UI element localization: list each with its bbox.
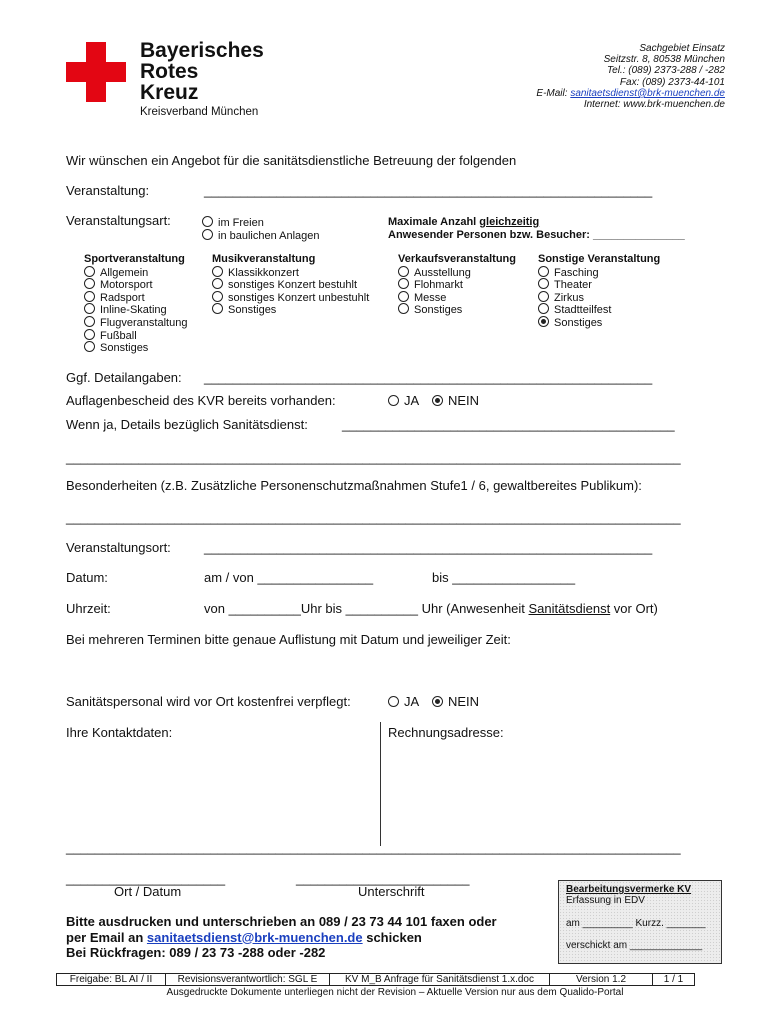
- wenn-ja-field[interactable]: ______________________________________________: [342, 417, 675, 432]
- radio-icon: [538, 266, 549, 277]
- footer-version: Version 1.2: [550, 974, 653, 986]
- category-option[interactable]: Fasching: [538, 266, 660, 279]
- category-option[interactable]: Motorsport: [84, 278, 187, 291]
- radio-icon: [84, 278, 95, 289]
- radio-icon: [202, 216, 213, 227]
- art-option-freien[interactable]: im Freien: [202, 216, 264, 229]
- footer-document: KV M_B Anfrage für Sanitätsdienst 1.x.doc: [330, 974, 550, 986]
- verpflegung-ja[interactable]: JA: [388, 694, 419, 709]
- besonderheiten-label: Besonderheiten (z.B. Zusätzliche Personenschutzmaßnahmen Stufe1 / 6, gewaltbereites Publikum):: [66, 478, 642, 493]
- category-option[interactable]: sonstiges Konzert unbestuhlt: [212, 291, 369, 304]
- category-title: Sportveranstaltung: [84, 253, 185, 265]
- uhrzeit-field[interactable]: von __________Uhr bis __________ Uhr (Anwesenheit Sanitätsdienst vor Ort): [204, 601, 658, 616]
- category-title: Musikveranstaltung: [212, 253, 316, 265]
- termine-label: Bei mehreren Terminen bitte genaue Auflistung mit Datum und jeweiliger Zeit:: [66, 632, 511, 647]
- auflagen-nein[interactable]: NEIN: [432, 393, 479, 408]
- ort-label: Veranstaltungsort:: [66, 540, 171, 555]
- instructions-line-3: Bei Rückfragen: 089 / 23 73 -288 oder -282: [66, 945, 326, 960]
- kontaktdaten-label: Ihre Kontaktdaten:: [66, 725, 173, 740]
- max-besucher: Maximale Anzahl gleichzeitig Anwesender Personen bzw. Besucher: _______________: [388, 216, 685, 241]
- radio-icon: [84, 329, 95, 340]
- bearbeitung-line-1: Erfassung in EDV: [566, 895, 645, 906]
- category-option[interactable]: Theater: [538, 278, 660, 291]
- kontaktdaten-area[interactable]: [66, 745, 376, 840]
- instructions-line-2: per Email an sanitaetsdienst@brk-muenchen.de schicken: [66, 929, 422, 945]
- radio-icon: [388, 395, 399, 406]
- contact-fax: Fax: (089) 2373-44-101: [619, 76, 725, 88]
- details-field[interactable]: ______________________________________________________________: [204, 370, 653, 385]
- radio-icon: [398, 291, 409, 302]
- category-title: Verkaufsveranstaltung: [398, 253, 516, 265]
- category-sonstige: [538, 253, 660, 329]
- intro-text: Wir wünschen ein Angebot für die sanitätsdienstliche Betreuung der folgenden: [66, 153, 517, 168]
- contact-block: [536, 43, 725, 110]
- radio-icon: [398, 278, 409, 289]
- category-option[interactable]: Klassikkonzert: [212, 266, 369, 279]
- category-option[interactable]: Messe: [398, 291, 516, 304]
- contact-email-link[interactable]: sanitaetsdienst@brk-muenchen.de: [570, 87, 725, 99]
- radio-icon: [212, 278, 223, 289]
- category-option[interactable]: Inline-Skating: [84, 303, 187, 316]
- wenn-ja-field-line2[interactable]: _____________________________________________________________________________________: [66, 450, 681, 465]
- category-option[interactable]: Sonstiges: [398, 303, 516, 316]
- max-besucher-field[interactable]: Anwesender Personen bzw. Besucher: _______________: [388, 229, 685, 241]
- category-option[interactable]: Zirkus: [538, 291, 660, 304]
- veranstaltung-label: Veranstaltung:: [66, 183, 150, 198]
- bottom-rule: _____________________________________________________________________________________: [66, 840, 681, 855]
- radio-icon: [538, 278, 549, 289]
- category-sport: [84, 253, 187, 354]
- radio-icon: [538, 316, 549, 327]
- veranstaltungsart-label: Veranstaltungsart:: [66, 213, 171, 228]
- details-label: Ggf. Detailangaben:: [66, 370, 182, 385]
- radio-icon: [84, 291, 95, 302]
- category-musik: [212, 253, 369, 316]
- category-option[interactable]: Stadtteilfest: [538, 303, 660, 316]
- radio-icon: [212, 266, 223, 277]
- radio-icon: [538, 303, 549, 314]
- contact-internet: Internet: www.brk-muenchen.de: [583, 99, 725, 111]
- contact-dept: Sachgebiet Einsatz: [639, 43, 725, 54]
- radio-icon: [84, 316, 95, 327]
- category-option[interactable]: Flohmarkt: [398, 278, 516, 291]
- category-option[interactable]: Flugveranstaltung: [84, 316, 187, 329]
- category-option[interactable]: Sonstiges: [84, 341, 187, 354]
- verpflegung-label: Sanitätspersonal wird vor Ort kostenfrei verpflegt:: [66, 694, 351, 709]
- contact-address: Seitzstr. 8, 80538 München: [603, 54, 725, 66]
- category-title: Sonstige Veranstaltung: [538, 253, 661, 265]
- bearbeitung-title: Bearbeitungsvermerke KV: [566, 884, 692, 895]
- radio-icon: [212, 303, 223, 314]
- logo-line-1: Bayerisches: [140, 39, 264, 62]
- radio-icon: [84, 266, 95, 277]
- bearbeitung-line-2[interactable]: am _________ Kurzz. _______: [566, 918, 706, 929]
- category-option[interactable]: Allgemein: [84, 266, 187, 279]
- instructions-email-link[interactable]: sanitaetsdienst@brk-muenchen.de: [146, 929, 363, 945]
- radio-icon: [432, 696, 443, 707]
- footer-revision: Revisionsverantwortlich: SGL E: [166, 974, 330, 986]
- logo-line-3: Kreuz: [140, 81, 199, 104]
- rechnungsadresse-label: Rechnungsadresse:: [388, 725, 504, 740]
- radio-icon: [398, 303, 409, 314]
- logo-line-2: Rotes: [140, 60, 199, 83]
- logo-subtitle: Kreisverband München: [140, 106, 259, 118]
- unterschrift-line[interactable]: ________________________: [296, 871, 470, 886]
- instructions: [66, 914, 497, 961]
- footer-page: 1 / 1: [653, 974, 695, 986]
- radio-icon: [212, 291, 223, 302]
- auflagen-label: Auflagenbescheid des KVR bereits vorhanden:: [66, 393, 336, 408]
- radio-icon: [432, 395, 443, 406]
- radio-icon: [538, 291, 549, 302]
- footer-table: [56, 973, 695, 986]
- ort-field[interactable]: ______________________________________________________________: [204, 540, 653, 555]
- category-verkauf: [398, 253, 516, 316]
- verpflegung-nein[interactable]: NEIN: [432, 694, 479, 709]
- bearbeitung-box: [558, 880, 722, 964]
- category-option[interactable]: Radsport: [84, 291, 187, 304]
- uhrzeit-label: Uhrzeit:: [66, 601, 111, 616]
- radio-icon: [84, 303, 95, 314]
- datum-label: Datum:: [66, 570, 108, 585]
- footer-note: Ausgedruckte Dokumente unterliegen nicht der Revision – Aktuelle Version nur aus dem Qualido-Portal: [166, 987, 624, 998]
- ort-datum-label: Ort / Datum: [114, 884, 182, 899]
- unterschrift-label: Unterschrift: [358, 884, 425, 899]
- category-option[interactable]: Ausstellung: [398, 266, 516, 279]
- contact-email: E-Mail: sanitaetsdienst@brk-muenchen.de: [536, 87, 725, 99]
- datum-to-field[interactable]: bis _________________: [432, 570, 576, 585]
- datum-from-field[interactable]: am / von ________________: [204, 570, 374, 585]
- footer-freigabe: Freigabe: BL AI / II: [57, 974, 166, 986]
- contact-phone: Tel.: (089) 2373-288 / -282: [606, 65, 725, 77]
- art-option-anlagen[interactable]: in baulichen Anlagen: [202, 229, 320, 242]
- category-option[interactable]: Sonstiges: [538, 316, 660, 329]
- category-option[interactable]: sonstiges Konzert bestuhlt: [212, 278, 369, 291]
- radio-icon: [388, 696, 399, 707]
- radio-icon: [202, 229, 213, 240]
- category-option[interactable]: Fußball: [84, 329, 187, 342]
- instructions-line-1: Bitte ausdrucken und unterschrieben an 089 / 23 73 44 101 faxen oder: [66, 914, 497, 929]
- rechnungsadresse-area[interactable]: [388, 745, 718, 840]
- red-cross-icon: [66, 42, 126, 102]
- wenn-ja-label: Wenn ja, Details bezüglich Sanitätsdienst:: [66, 417, 308, 432]
- auflagen-ja[interactable]: JA: [388, 393, 419, 408]
- veranstaltung-field[interactable]: ______________________________________________________________: [204, 183, 653, 198]
- radio-icon: [398, 266, 409, 277]
- category-option[interactable]: Sonstiges: [212, 303, 369, 316]
- besonderheiten-field[interactable]: _____________________________________________________________________________________: [66, 510, 681, 525]
- column-divider: [380, 722, 381, 846]
- ort-datum-line[interactable]: ______________________: [66, 871, 226, 886]
- bearbeitung-line-3[interactable]: verschickt am _____________: [566, 940, 703, 951]
- brk-logo: [66, 39, 296, 122]
- radio-icon: [84, 341, 95, 352]
